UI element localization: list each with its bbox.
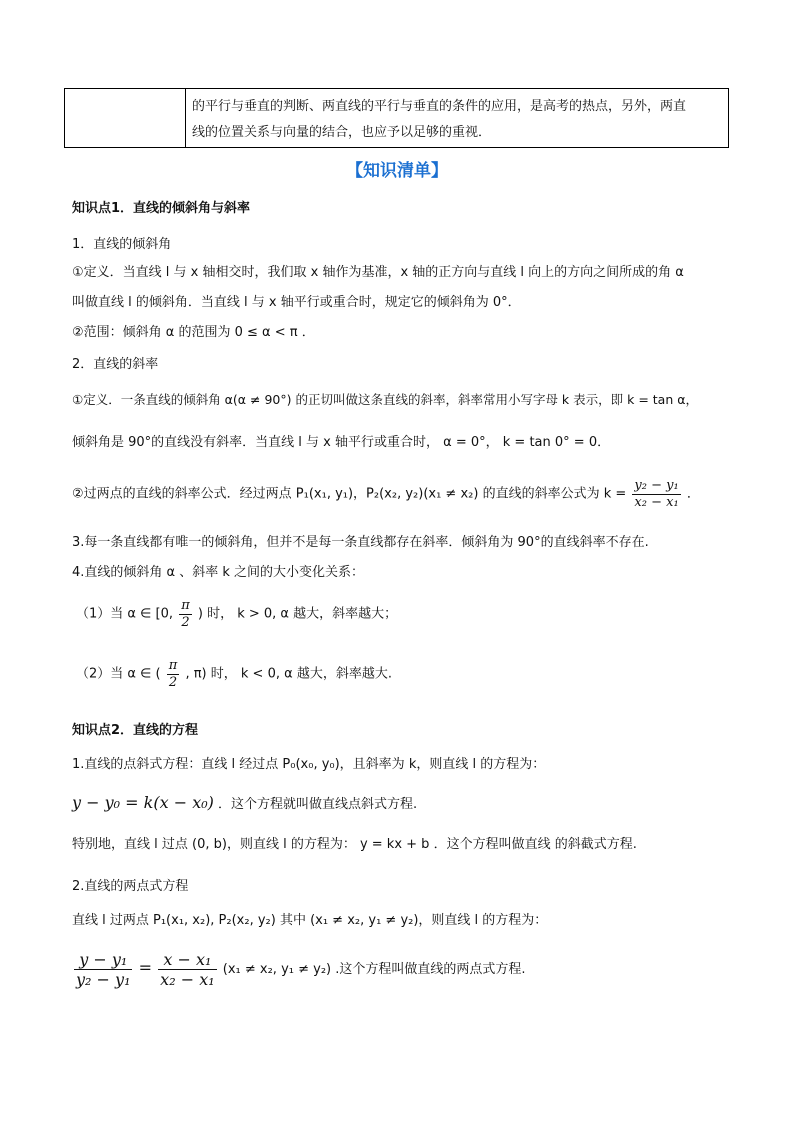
pt-slope-note: ．这个方程就叫做直线点斜式方程.: [218, 797, 418, 812]
kp1-item3: 3.每一条直线都有唯一的倾斜角，但并不是每一条直线都存在斜率．倾斜角为 90°的直线斜率不存在.: [72, 535, 649, 550]
kp2-heading: 知识点2．直线的方程: [72, 723, 199, 738]
case2-prefix: （2）当 α ∈ (: [76, 666, 161, 682]
kp2-two-pt-cond: 直线 l 过两点 P₁(x₁, x₂), P₂(x₂, y₂) 其中 (x₁ ≠ x₂, y₁ ≠ y₂)，则直线 l 的方程为：: [72, 913, 548, 928]
table-text-cell: [186, 89, 728, 147]
kp2-two-pt-eq: [72, 950, 526, 989]
kp2-pt-slope-eq: [72, 792, 417, 814]
intro-table: [64, 88, 729, 148]
kp1-def2-line2: 倾斜角是 90°的直线没有斜率．当直线 l 与 x 轴平行或重合时， α = 0°， k = tan 0° = 0．: [72, 435, 611, 450]
two-pt-fraction-left: [74, 950, 132, 989]
two-pt-fraction-right: [158, 950, 216, 989]
slope-fraction: [632, 478, 680, 510]
slope-formula-suffix: ．: [686, 486, 700, 502]
kp1-case2: [76, 658, 392, 690]
kp1-range: ②范围：倾斜角 α 的范围为 0 ≤ α < π ．: [72, 325, 315, 340]
case1-fraction: [179, 598, 192, 630]
case1-suffix: ) 时， k > 0, α 越大，斜率越大；: [197, 606, 398, 622]
kp2-pt-slope-title: 1.直线的点斜式方程：直线 l 经过点 P₀(x₀, y₀)，且斜率为 k，则直线 l 的方程为：: [72, 757, 546, 772]
two-pt-den1: y₂ − y₁: [76, 970, 131, 990]
kp1-item4: 4.直线的倾斜角 α 、斜率 k 之间的大小变化关系：: [72, 565, 365, 580]
kp1-def1-line2: 叫做直线 l 的倾斜角．当直线 l 与 x 轴平行或重合时，规定它的倾斜角为 0°．: [72, 295, 521, 310]
slope-denominator: x₂ − x₁: [634, 494, 679, 510]
kp2-intercept: 特别地，直线 l 过点 (0, b)，则直线 l 的方程为： y = kx + b ．这个方程叫做直线 的斜截式方程.: [72, 837, 637, 852]
kp2-two-pt-title: 2.直线的两点式方程: [72, 879, 189, 894]
two-pt-num1: y − y₁: [74, 950, 132, 970]
slope-numerator: y₂ − y₁: [634, 478, 679, 493]
table-label-cell: [65, 89, 186, 147]
case2-numerator: π: [168, 658, 178, 673]
kp1-heading: 知识点1．直线的倾斜角与斜率: [72, 201, 251, 216]
case2-denominator: 2: [168, 674, 178, 690]
kp1-case1: [76, 598, 397, 630]
kp1-def1-line1: ①定义．当直线 l 与 x 轴相交时，我们取 x 轴作为基准，x 轴的正方向与直线 l 向上的方向之间所成的角 α: [72, 265, 684, 280]
case2-suffix: , π) 时， k < 0, α 越大，斜率越大.: [185, 666, 392, 682]
table-text-line: 线的位置关系与向量的结合，也应予以足够的重视．: [192, 125, 492, 140]
case1-numerator: π: [181, 598, 190, 613]
case1-prefix: （1）当 α ∈ [0,: [76, 606, 174, 622]
two-pt-equals: =: [138, 958, 153, 978]
pt-slope-equation: y − y₀ = k(x − x₀): [72, 793, 214, 812]
kp1-def2-line1: ①定义．一条直线的倾斜角 α(α ≠ 90°) 的正切叫做这条直线的斜率，斜率常用小写字母 k 表示，即 k = tan α，: [72, 392, 698, 407]
table-text-line: 的平行与垂直的判断、两直线的平行与垂直的条件的应用，是高考的热点，另外，两直: [192, 99, 687, 114]
section-title: 【知识清单】: [346, 161, 448, 181]
kp1-sub1-title: 1．直线的倾斜角: [72, 237, 172, 252]
kp1-slope-formula: [72, 478, 700, 510]
kp1-sub2-title: 2．直线的斜率: [72, 357, 159, 372]
two-pt-suffix: (x₁ ≠ x₂, y₁ ≠ y₂) .这个方程叫做直线的两点式方程.: [222, 962, 526, 978]
case1-denominator: 2: [181, 614, 190, 630]
two-pt-num2: x − x₁: [158, 950, 216, 970]
slope-formula-prefix: ②过两点的直线的斜率公式．经过两点 P₁(x₁, y₁)，P₂(x₂, y₂)(x₁ ≠ x₂) 的直线的斜率公式为 k =: [72, 486, 627, 502]
case2-fraction: [167, 658, 180, 690]
two-pt-den2: x₂ − x₁: [160, 970, 215, 990]
